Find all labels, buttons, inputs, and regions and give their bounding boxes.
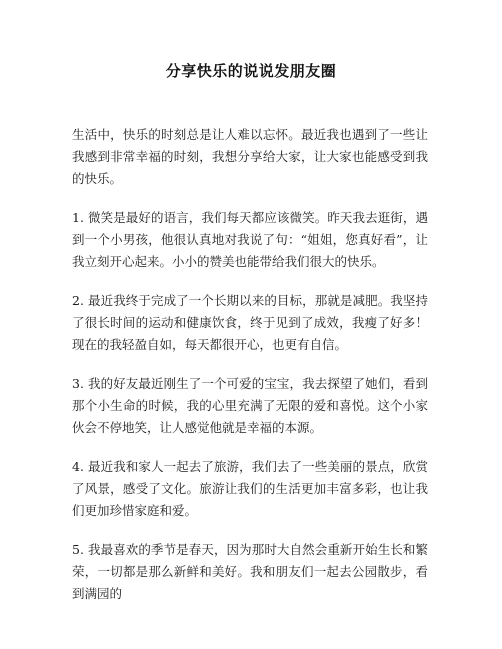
paragraph-2: 2. 最近我终于完成了一个长期以来的目标，那就是减肥。我坚持了很长时间的运动和健康饮食，终于见到了成效，我瘦了好多！现在的我轻盈自如，每天都很开心，也更有自信。	[72, 293, 428, 352]
document-title: 分享快乐的说说发朋友圈	[165, 62, 337, 80]
paragraph-5: 5. 我最喜欢的季节是春天，因为那时大自然会重新开始生长和繁荣，一切都是那么新鲜和美好。我和朋友们一起去公园散步，看到满园的	[72, 542, 428, 601]
paragraph-1: 1. 微笑是最好的语言，我们每天都应该微笑。昨天我去逛街，遇到一个小男孩，他很认真地对我说了句：“姐姐，您真好看”，让我立刻开心起来。小小的赞美也能带给我们很大的快乐。	[72, 210, 428, 269]
paragraph-3: 3. 我的好友最近刚生了一个可爱的宝宝，我去探望了她们，看到那个小生命的时候，我的心里充满了无限的爱和喜悦。这个小家伙会不停地笑，让人感觉他就是幸福的本源。	[72, 376, 428, 435]
document-body	[72, 124, 428, 622]
paragraph-4: 4. 最近我和家人一起去了旅游，我们去了一些美丽的景点，欣赏了风景，感受了文化。旅游让我们的生活更加丰富多彩，也让我们更加珍惜家庭和爱。	[72, 459, 428, 518]
intro-paragraph: 生活中，快乐的时刻总是让人难以忘怀。最近我也遇到了一些让我感到非常幸福的时刻，我想分享给大家，让大家也能感受到我的快乐。	[72, 127, 428, 186]
